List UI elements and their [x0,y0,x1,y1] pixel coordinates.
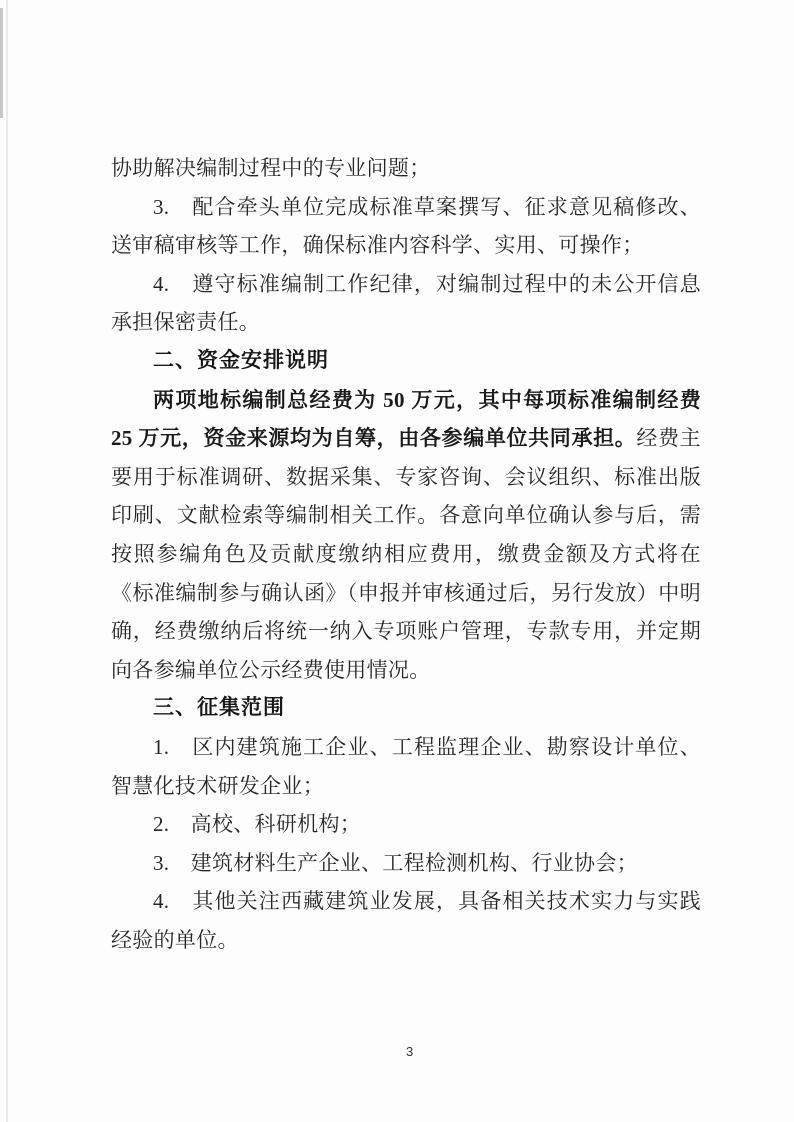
list-item-draft-cooperation: 3. 配合牵头单位完成标准草案撰写、征求意见稿修改、送审稿审核等工作，确保标准内容科学、实用、可操作； [111,194,701,258]
page-number: 3 [406,1044,414,1059]
scope-item-universities: 2. 高校、科研机构； [153,812,362,837]
funding-bold-text: 两项地标编制总经费为 50 万元，其中每项标准编制经费 25 万元，资金来源均为自筹，由各参编单位共同承担。 [111,387,701,451]
paragraph-continuation: 协助解决编制过程中的专业问题； [111,156,431,180]
funding-regular-text: 经费主要用于标准调研、数据采集、专家咨询、会议组织、标准出版印刷、文献检索等编制相关工作。各意向单位确认参与后，需按照参编角色及贡献度缴纳相应费用，缴费金额及方式将在《标准编制参与确认函》（申报并审核通过后，另行发放）中明确，经费缴纳后将统一纳入专项账户管理，专款专用，并定期向各参编单位公示经费使用情况。 [111,426,701,682]
list-item-confidentiality: 4. 遵守标准编制工作纪律，对编制过程中的未公开信息承担保密责任。 [111,271,701,335]
scan-corner-artifact [0,8,3,118]
scan-edge-artifact [6,0,8,1122]
scope-item-others: 4. 其他关注西藏建筑业发展，具备相关技术实力与实践经验的单位。 [111,889,701,952]
section-heading-funding: 二、资金安排说明 [153,348,329,372]
section-heading-scope: 三、征集范围 [153,696,285,720]
document-body [111,149,701,959]
scope-item-materials: 3. 建筑材料生产企业、工程检测机构、行业协会； [153,850,638,875]
scope-item-construction: 1. 区内建筑施工企业、工程监理企业、勘察设计单位、智慧化技术研发企业； [111,734,701,798]
paragraph-funding [111,381,701,690]
